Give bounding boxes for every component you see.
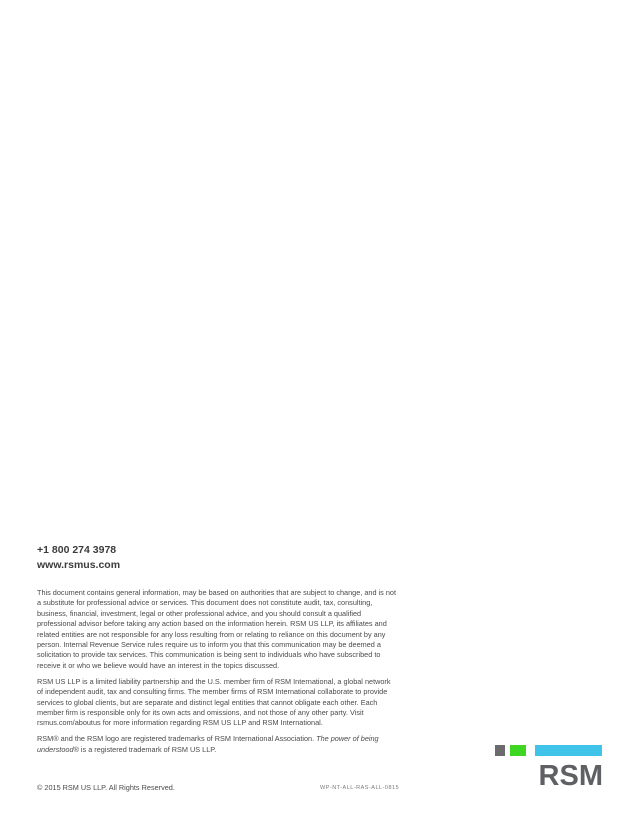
phone-number: +1 800 274 3978: [37, 544, 117, 556]
document-code: WP-NT-ALL-RAS-ALL-0815: [320, 785, 400, 791]
disclaimer-text: [37, 588, 397, 761]
copyright: © 2015 RSM US LLP. All Rights Reserved.: [37, 783, 175, 792]
logo-bar-blue: [535, 745, 602, 756]
logo-bar-gray: [495, 745, 505, 756]
tagline: The power of being understood®: [37, 734, 379, 754]
website-link[interactable]: www.rsmus.com: [37, 559, 121, 571]
contact-block: [37, 543, 120, 573]
disclaimer-paragraph-1: This document contains general information, may be based on authorities that are subject to change, and is not a substitute for professional advice or services. This document does not constitute audit, tax, consulting, business, financial, investment, legal or other professional advice, and you should consult a qualified professional advisor before taking any action based on the information herein. RSM US LLP, its affiliates and related entities are not responsible for any loss resulting from or relating to reliance on this document by any person. Internal Revenue Service rules require us to inform you that this communication may be deemed a solicitation to provide tax services. This communication is being sent to individuals who have subscribed to receive it or who we believe would have an interest in the topics discussed.: [37, 588, 396, 670]
disclaimer-paragraph-2: RSM US LLP is a limited liability partnership and the U.S. member firm of RSM International, a global network of independent audit, tax and consulting firms. The member firms of RSM International collaborate to provide services to global clients, but are separate and distinct legal entities that cannot obligate each other. Each member firm is responsible only for its own acts and omissions, and not those of any other party. Visit rsmus.com/aboutus for more information regarding RSM US LLP and RSM International.: [37, 676, 391, 728]
trademark-paragraph: [37, 734, 397, 755]
logo-wordmark: RSM: [538, 760, 603, 792]
trademark-text-start: RSM® and the RSM logo are registered trademarks of RSM International Association.: [37, 734, 317, 744]
trademark-text-end: is a registered trademark of RSM US LLP.: [78, 744, 217, 754]
logo-bar-green: [510, 745, 526, 756]
rsm-logo: [495, 745, 603, 793]
